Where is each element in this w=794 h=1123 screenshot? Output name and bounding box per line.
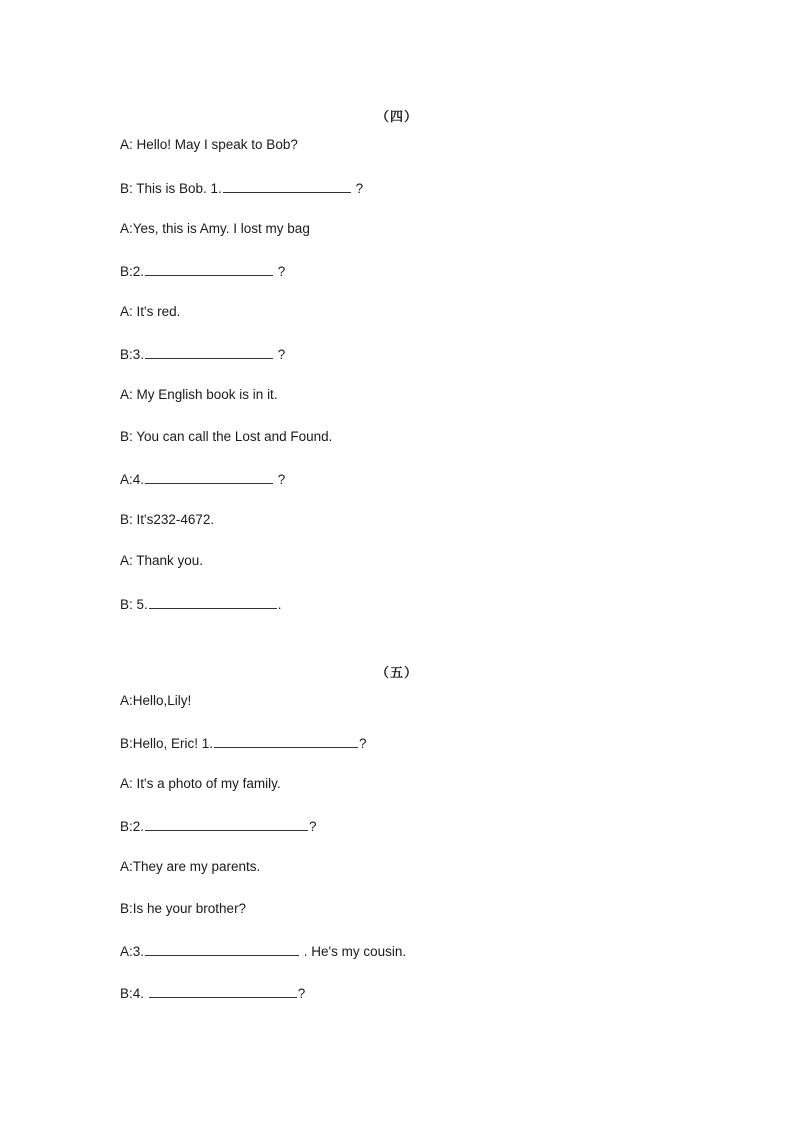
answer-blank-1[interactable] [223,178,351,193]
answer-blank-2[interactable] [145,816,308,831]
dialogue-line-blank-1 [120,178,363,198]
dialogue-line-blank-1 [120,733,367,753]
line-prefix: B:2. [120,264,145,279]
dialogue-line: A:They are my parents. [120,859,261,874]
section-title-4: （四） [375,110,418,125]
answer-blank-4[interactable] [145,469,273,484]
dialogue-line: A: It's a photo of my family. [120,776,281,791]
line-prefix: A:4. [120,472,145,487]
dialogue-line: A: My English book is in it. [120,387,278,402]
line-prefix: B:3. [120,347,145,362]
line-suffix: ? [351,181,364,196]
line-suffix: ? [359,736,367,751]
line-suffix: ? [274,472,286,487]
dialogue-line: B:Is he your brother? [120,901,247,916]
line-prefix: B: This is Bob. 1. [120,181,222,196]
line-prefix: B:Hello, Eric! 1. [120,736,214,751]
answer-blank-3[interactable] [145,344,273,359]
dialogue-line-blank-4 [120,469,285,489]
line-prefix: B:4. [120,986,148,1001]
line-suffix: ? [309,819,317,834]
dialogue-line-blank-5 [120,594,282,614]
section-title-5: （五） [375,666,418,681]
answer-blank-1[interactable] [214,733,358,748]
dialogue-line: A:Yes, this is Amy. I lost my bag [120,221,310,236]
line-suffix: ? [274,264,286,279]
dialogue-line-blank-4 [120,983,305,1003]
line-suffix: ? [274,347,286,362]
dialogue-line: A:Hello,Lily! [120,693,192,708]
dialogue-line: B: It's232-4672. [120,512,215,527]
line-suffix: . He's my cousin. [300,944,407,959]
dialogue-line: A: It's red. [120,304,181,319]
line-suffix: ? [297,986,306,1001]
line-prefix: B: 5. [120,597,148,612]
dialogue-line: A: Hello! May I speak to Bob? [120,137,298,152]
dialogue-line: B: You can call the Lost and Found. [120,429,333,444]
dialogue-line-blank-2 [120,816,317,836]
dialogue-line-blank-2 [120,261,285,281]
answer-blank-2[interactable] [145,261,273,276]
line-prefix: B:2. [120,819,145,834]
line-prefix: A:3. [120,944,145,959]
answer-blank-3[interactable] [145,941,299,956]
dialogue-line-blank-3 [120,941,406,961]
answer-blank-5[interactable] [149,594,277,609]
dialogue-line: A: Thank you. [120,553,204,568]
answer-blank-4[interactable] [149,983,297,998]
dialogue-line-blank-3 [120,344,285,364]
line-suffix: . [277,597,282,612]
